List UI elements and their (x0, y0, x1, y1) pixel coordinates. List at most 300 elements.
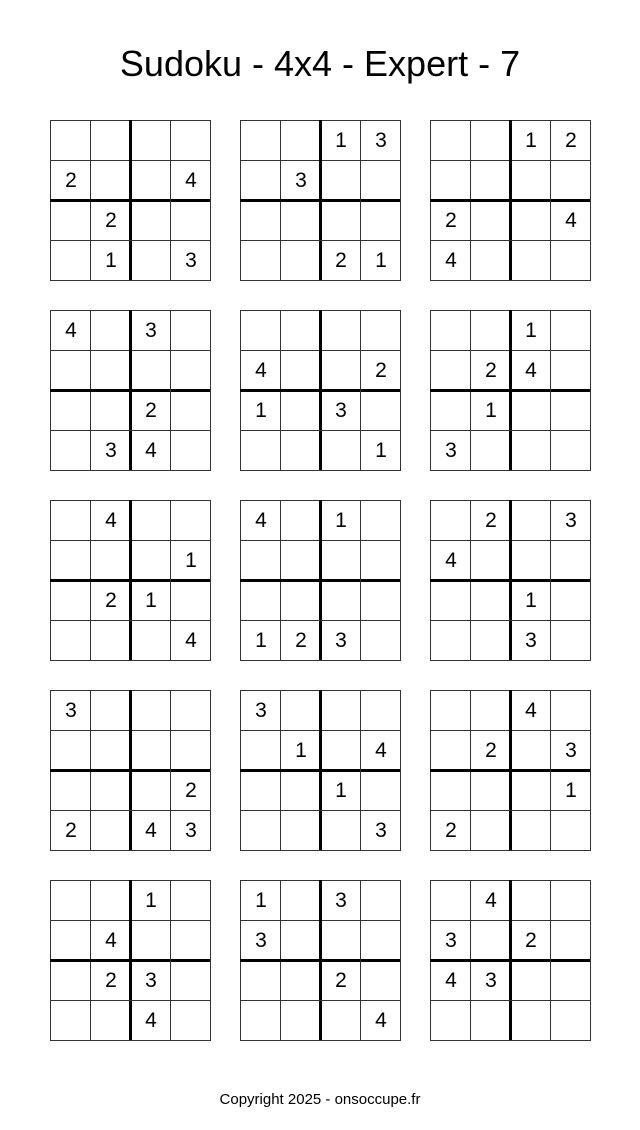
sudoku-cell[interactable] (241, 581, 281, 621)
sudoku-board-5 (240, 310, 401, 471)
sudoku-cell[interactable] (91, 1001, 131, 1041)
box-divider-horizontal (50, 769, 211, 772)
grid-line-vertical (400, 880, 401, 1041)
sudoku-cell[interactable]: 4 (185, 629, 197, 652)
sudoku-cell[interactable]: 3 (565, 739, 577, 762)
sudoku-cell[interactable] (281, 541, 321, 581)
sudoku-cell[interactable]: 3 (335, 889, 347, 912)
sudoku-cell[interactable] (241, 161, 281, 201)
sudoku-cell[interactable]: 1 (295, 739, 307, 762)
sudoku-cell[interactable] (551, 811, 591, 851)
puzzle-grid-area (50, 120, 591, 1041)
sudoku-cell[interactable] (471, 771, 511, 811)
sudoku-cell[interactable]: 3 (485, 969, 497, 992)
sudoku-cell[interactable] (51, 771, 91, 811)
sudoku-cell[interactable] (281, 1001, 321, 1041)
sudoku-cell[interactable] (471, 311, 511, 351)
sudoku-cell[interactable]: 3 (445, 439, 457, 462)
sudoku-cell[interactable] (131, 691, 171, 731)
sudoku-cell[interactable]: 4 (565, 209, 577, 232)
sudoku-cell[interactable] (431, 311, 471, 351)
sudoku-cell[interactable] (321, 691, 361, 731)
sudoku-cell[interactable]: 4 (105, 929, 117, 952)
sudoku-cell[interactable]: 4 (105, 509, 117, 532)
sudoku-cell[interactable]: 2 (565, 129, 577, 152)
sudoku-board-1 (50, 120, 211, 281)
sudoku-cell[interactable] (471, 581, 511, 621)
sudoku-cell[interactable] (171, 121, 211, 161)
grid-line-horizontal (430, 660, 591, 661)
sudoku-cell[interactable]: 4 (445, 549, 457, 572)
sudoku-cell[interactable] (431, 501, 471, 541)
copyright-footer: Copyright 2025 - onsoccupe.fr (219, 1091, 421, 1108)
sudoku-cell[interactable]: 2 (445, 209, 457, 232)
grid-line-vertical (590, 310, 591, 471)
grid-line-vertical (360, 120, 361, 281)
sudoku-cell[interactable] (361, 581, 401, 621)
sudoku-cell[interactable] (551, 311, 591, 351)
grid-line-vertical (360, 310, 361, 471)
sudoku-cell[interactable]: 3 (145, 969, 157, 992)
sudoku-cell[interactable] (431, 581, 471, 621)
sudoku-cell[interactable] (281, 921, 321, 961)
sudoku-cell[interactable] (511, 771, 551, 811)
sudoku-cell[interactable]: 2 (485, 359, 497, 382)
sudoku-cell[interactable] (171, 1001, 211, 1041)
sudoku-cell[interactable] (431, 351, 471, 391)
sudoku-cell[interactable] (281, 961, 321, 1001)
sudoku-cell[interactable] (91, 391, 131, 431)
sudoku-cell[interactable] (51, 241, 91, 281)
grid-line-horizontal (50, 470, 211, 471)
grid-line-horizontal (240, 660, 401, 661)
sudoku-cell[interactable] (171, 311, 211, 351)
sudoku-cell[interactable]: 2 (185, 779, 197, 802)
sudoku-cell[interactable] (361, 391, 401, 431)
sudoku-cell[interactable]: 4 (445, 969, 457, 992)
sudoku-cell[interactable] (91, 771, 131, 811)
sudoku-cell[interactable]: 1 (525, 129, 537, 152)
sudoku-cell[interactable] (131, 771, 171, 811)
grid-line-vertical (550, 880, 551, 1041)
sudoku-cell[interactable]: 2 (105, 209, 117, 232)
sudoku-cell[interactable] (471, 1001, 511, 1041)
sudoku-cell[interactable] (471, 241, 511, 281)
sudoku-cell[interactable] (241, 1001, 281, 1041)
sudoku-cell[interactable] (171, 501, 211, 541)
box-divider-horizontal (240, 199, 401, 202)
sudoku-cell[interactable] (431, 161, 471, 201)
sudoku-cell[interactable] (361, 501, 401, 541)
sudoku-cell[interactable] (131, 121, 171, 161)
sudoku-cell[interactable]: 1 (375, 439, 387, 462)
sudoku-cell[interactable] (51, 921, 91, 961)
sudoku-cell[interactable] (321, 201, 361, 241)
sudoku-cell[interactable] (51, 501, 91, 541)
sudoku-cell[interactable] (321, 1001, 361, 1041)
sudoku-cell[interactable] (131, 501, 171, 541)
sudoku-cell[interactable] (551, 241, 591, 281)
sudoku-cell[interactable]: 2 (335, 249, 347, 272)
sudoku-cell[interactable] (361, 881, 401, 921)
box-divider-horizontal (430, 579, 591, 582)
sudoku-cell[interactable] (361, 961, 401, 1001)
sudoku-cell[interactable] (91, 541, 131, 581)
sudoku-cell[interactable] (171, 921, 211, 961)
sudoku-cell[interactable] (281, 581, 321, 621)
grid-line-vertical (170, 880, 171, 1041)
sudoku-board-11 (240, 690, 401, 851)
sudoku-cell[interactable] (51, 581, 91, 621)
sudoku-cell[interactable] (171, 391, 211, 431)
sudoku-cell[interactable] (431, 691, 471, 731)
sudoku-cell[interactable]: 3 (375, 819, 387, 842)
sudoku-cell[interactable]: 1 (145, 589, 157, 612)
sudoku-cell[interactable] (361, 161, 401, 201)
sudoku-cell[interactable] (511, 731, 551, 771)
sudoku-cell[interactable]: 4 (255, 509, 267, 532)
sudoku-cell[interactable] (471, 621, 511, 661)
sudoku-cell[interactable] (511, 201, 551, 241)
sudoku-cell[interactable] (171, 731, 211, 771)
sudoku-cell[interactable]: 4 (65, 319, 77, 342)
sudoku-cell[interactable] (471, 431, 511, 471)
grid-line-horizontal (240, 430, 401, 431)
grid-line-vertical (400, 310, 401, 471)
grid-line-horizontal (240, 850, 401, 851)
sudoku-cell[interactable] (431, 1001, 471, 1041)
sudoku-cell[interactable] (281, 501, 321, 541)
sudoku-cell[interactable] (431, 121, 471, 161)
sudoku-cell[interactable] (321, 811, 361, 851)
sudoku-cell[interactable] (361, 541, 401, 581)
sudoku-cell[interactable] (551, 581, 591, 621)
sudoku-cell[interactable]: 2 (485, 739, 497, 762)
sudoku-cell[interactable] (511, 881, 551, 921)
grid-line-horizontal (50, 240, 211, 241)
sudoku-cell[interactable] (51, 391, 91, 431)
sudoku-cell[interactable] (431, 771, 471, 811)
sudoku-cell[interactable]: 3 (185, 819, 197, 842)
sudoku-cell[interactable] (321, 161, 361, 201)
sudoku-cell[interactable] (241, 431, 281, 471)
sudoku-cell[interactable]: 4 (145, 819, 157, 842)
sudoku-cell[interactable] (511, 431, 551, 471)
sudoku-board-9 (430, 500, 591, 661)
sudoku-cell[interactable] (51, 201, 91, 241)
sudoku-cell[interactable] (91, 351, 131, 391)
sudoku-cell[interactable] (361, 771, 401, 811)
sudoku-cell[interactable] (91, 311, 131, 351)
grid-line-horizontal (240, 470, 401, 471)
sudoku-cell[interactable]: 1 (255, 629, 267, 652)
sudoku-cell[interactable] (131, 621, 171, 661)
box-divider-horizontal (430, 959, 591, 962)
sudoku-cell[interactable]: 4 (525, 699, 537, 722)
sudoku-cell[interactable] (551, 881, 591, 921)
grid-line-horizontal (240, 280, 401, 281)
grid-line-horizontal (50, 1040, 211, 1041)
grid-line-horizontal (240, 240, 401, 241)
sudoku-cell[interactable]: 4 (375, 1009, 387, 1032)
sudoku-cell[interactable] (511, 391, 551, 431)
sudoku-cell[interactable] (281, 351, 321, 391)
grid-line-vertical (550, 310, 551, 471)
grid-line-horizontal (240, 620, 401, 621)
sudoku-cell[interactable]: 4 (255, 359, 267, 382)
sudoku-cell[interactable]: 2 (295, 629, 307, 652)
sudoku-cell[interactable] (551, 691, 591, 731)
grid-line-vertical (590, 120, 591, 281)
sudoku-cell[interactable] (321, 351, 361, 391)
sudoku-cell[interactable] (281, 241, 321, 281)
sudoku-cell[interactable]: 2 (105, 589, 117, 612)
sudoku-cell[interactable] (551, 961, 591, 1001)
sudoku-cell[interactable] (241, 731, 281, 771)
sudoku-cell[interactable] (361, 921, 401, 961)
sudoku-cell[interactable]: 4 (445, 249, 457, 272)
sudoku-cell[interactable]: 1 (565, 779, 577, 802)
sudoku-cell[interactable] (511, 161, 551, 201)
sudoku-cell[interactable] (171, 201, 211, 241)
grid-line-vertical (210, 500, 211, 661)
sudoku-cell[interactable]: 4 (525, 359, 537, 382)
sudoku-cell[interactable] (241, 541, 281, 581)
sudoku-cell[interactable] (171, 961, 211, 1001)
sudoku-cell[interactable] (281, 201, 321, 241)
grid-line-vertical (360, 690, 361, 851)
sudoku-cell[interactable] (241, 961, 281, 1001)
sudoku-cell[interactable] (241, 811, 281, 851)
sudoku-cell[interactable] (471, 161, 511, 201)
box-divider-horizontal (240, 579, 401, 582)
sudoku-cell[interactable] (281, 391, 321, 431)
sudoku-cell[interactable] (551, 161, 591, 201)
sudoku-cell[interactable] (51, 431, 91, 471)
sudoku-cell[interactable]: 1 (105, 249, 117, 272)
sudoku-cell[interactable]: 3 (565, 509, 577, 532)
grid-line-vertical (550, 500, 551, 661)
sudoku-cell[interactable] (471, 691, 511, 731)
sudoku-cell[interactable] (471, 921, 511, 961)
grid-line-horizontal (430, 430, 591, 431)
sudoku-cell[interactable]: 3 (335, 629, 347, 652)
sudoku-cell[interactable] (241, 241, 281, 281)
sudoku-cell[interactable]: 2 (105, 969, 117, 992)
grid-line-vertical (210, 310, 211, 471)
sudoku-cell[interactable] (281, 691, 321, 731)
sudoku-cell[interactable] (171, 581, 211, 621)
sudoku-cell[interactable] (551, 391, 591, 431)
grid-line-horizontal (430, 810, 591, 811)
sudoku-cell[interactable] (131, 351, 171, 391)
sudoku-cell[interactable] (511, 241, 551, 281)
sudoku-cell[interactable] (321, 541, 361, 581)
sudoku-cell[interactable]: 3 (335, 399, 347, 422)
box-divider-horizontal (240, 959, 401, 962)
sudoku-cell[interactable] (321, 921, 361, 961)
sudoku-cell[interactable]: 3 (145, 319, 157, 342)
grid-line-vertical (360, 500, 361, 661)
sudoku-cell[interactable]: 3 (255, 699, 267, 722)
sudoku-cell[interactable] (431, 391, 471, 431)
sudoku-board-8 (240, 500, 401, 661)
box-divider-horizontal (50, 389, 211, 392)
sudoku-cell[interactable] (281, 431, 321, 471)
grid-line-horizontal (430, 470, 591, 471)
sudoku-cell[interactable] (131, 541, 171, 581)
grid-line-horizontal (430, 240, 591, 241)
sudoku-cell[interactable]: 1 (525, 589, 537, 612)
sudoku-cell[interactable] (511, 961, 551, 1001)
sudoku-cell[interactable] (281, 881, 321, 921)
sudoku-cell[interactable] (241, 201, 281, 241)
sudoku-cell[interactable]: 1 (335, 509, 347, 532)
sudoku-cell[interactable]: 2 (375, 359, 387, 382)
sudoku-cell[interactable] (241, 311, 281, 351)
grid-line-horizontal (430, 620, 591, 621)
sudoku-cell[interactable] (91, 691, 131, 731)
sudoku-cell[interactable] (51, 961, 91, 1001)
sudoku-board-7 (50, 500, 211, 661)
sudoku-cell[interactable] (471, 201, 511, 241)
sudoku-cell[interactable]: 2 (65, 819, 77, 842)
sudoku-cell[interactable]: 3 (445, 929, 457, 952)
sudoku-cell[interactable]: 2 (335, 969, 347, 992)
grid-line-vertical (170, 120, 171, 281)
sudoku-cell[interactable] (241, 121, 281, 161)
sudoku-cell[interactable] (551, 351, 591, 391)
sudoku-cell[interactable] (131, 161, 171, 201)
sudoku-cell[interactable]: 2 (525, 929, 537, 952)
sudoku-cell[interactable] (321, 311, 361, 351)
sudoku-cell[interactable] (511, 811, 551, 851)
sudoku-cell[interactable] (361, 311, 401, 351)
sudoku-cell[interactable]: 1 (335, 779, 347, 802)
sudoku-cell[interactable]: 3 (525, 629, 537, 652)
sudoku-cell[interactable] (551, 921, 591, 961)
grid-line-horizontal (240, 1000, 401, 1001)
sudoku-cell[interactable] (171, 351, 211, 391)
sudoku-cell[interactable] (361, 201, 401, 241)
sudoku-cell[interactable] (131, 731, 171, 771)
sudoku-cell[interactable] (281, 121, 321, 161)
grid-line-horizontal (430, 850, 591, 851)
sudoku-cell[interactable]: 3 (105, 439, 117, 462)
grid-line-vertical (590, 880, 591, 1041)
sudoku-cell[interactable]: 1 (485, 399, 497, 422)
sudoku-cell[interactable] (321, 581, 361, 621)
box-divider-horizontal (240, 769, 401, 772)
sudoku-cell[interactable]: 2 (145, 399, 157, 422)
sudoku-cell[interactable] (511, 541, 551, 581)
sudoku-cell[interactable]: 2 (485, 509, 497, 532)
sudoku-cell[interactable] (281, 311, 321, 351)
sudoku-cell[interactable] (51, 121, 91, 161)
sudoku-cell[interactable] (361, 621, 401, 661)
grid-line-horizontal (430, 1000, 591, 1001)
sudoku-cell[interactable] (91, 161, 131, 201)
sudoku-cell[interactable]: 1 (375, 249, 387, 272)
sudoku-cell[interactable] (171, 431, 211, 471)
sudoku-cell[interactable] (51, 351, 91, 391)
sudoku-cell[interactable] (431, 621, 471, 661)
grid-line-horizontal (50, 1000, 211, 1001)
sudoku-cell[interactable] (471, 541, 511, 581)
sudoku-cell[interactable] (551, 621, 591, 661)
sudoku-cell[interactable]: 1 (525, 319, 537, 342)
sudoku-cell[interactable]: 4 (375, 739, 387, 762)
sudoku-cell[interactable] (91, 121, 131, 161)
sudoku-cell[interactable] (51, 731, 91, 771)
sudoku-cell[interactable]: 4 (485, 889, 497, 912)
sudoku-cell[interactable] (321, 731, 361, 771)
sudoku-cell[interactable]: 1 (185, 549, 197, 572)
sudoku-cell[interactable] (51, 621, 91, 661)
sudoku-cell[interactable]: 3 (65, 699, 77, 722)
sudoku-cell[interactable]: 3 (185, 249, 197, 272)
box-divider-horizontal (240, 389, 401, 392)
sudoku-cell[interactable] (51, 541, 91, 581)
sudoku-cell[interactable]: 3 (295, 169, 307, 192)
sudoku-cell[interactable] (551, 1001, 591, 1041)
box-divider-horizontal (50, 199, 211, 202)
sudoku-cell[interactable] (281, 811, 321, 851)
sudoku-cell[interactable] (51, 881, 91, 921)
sudoku-cell[interactable] (511, 1001, 551, 1041)
sudoku-cell[interactable] (511, 501, 551, 541)
sudoku-cell[interactable] (91, 881, 131, 921)
sudoku-cell[interactable]: 1 (145, 889, 157, 912)
page-title: Sudoku - 4x4 - Expert - 7 (119, 43, 521, 84)
sudoku-cell[interactable]: 4 (185, 169, 197, 192)
grid-line-vertical (210, 120, 211, 281)
sudoku-cell[interactable] (131, 241, 171, 281)
sudoku-cell[interactable]: 4 (145, 439, 157, 462)
sudoku-cell[interactable]: 1 (255, 889, 267, 912)
sudoku-cell[interactable] (51, 1001, 91, 1041)
sudoku-cell[interactable] (91, 811, 131, 851)
sudoku-cell[interactable]: 1 (335, 129, 347, 152)
sudoku-cell[interactable] (321, 431, 361, 471)
sudoku-cell[interactable]: 2 (445, 819, 457, 842)
sudoku-cell[interactable] (91, 731, 131, 771)
grid-line-horizontal (50, 280, 211, 281)
sudoku-cell[interactable]: 2 (65, 169, 77, 192)
sudoku-cell[interactable] (471, 811, 511, 851)
sudoku-cell[interactable] (171, 691, 211, 731)
grid-line-horizontal (50, 850, 211, 851)
sudoku-cell[interactable] (241, 771, 281, 811)
sudoku-cell[interactable] (361, 691, 401, 731)
sudoku-cell[interactable] (551, 541, 591, 581)
sudoku-cell[interactable] (171, 881, 211, 921)
sudoku-cell[interactable]: 3 (375, 129, 387, 152)
sudoku-cell[interactable] (91, 621, 131, 661)
sudoku-cell[interactable] (131, 201, 171, 241)
sudoku-cell[interactable] (281, 771, 321, 811)
sudoku-cell[interactable]: 4 (145, 1009, 157, 1032)
sudoku-cell[interactable] (471, 121, 511, 161)
sudoku-cell[interactable] (551, 431, 591, 471)
sudoku-board-10 (50, 690, 211, 851)
sudoku-cell[interactable] (431, 881, 471, 921)
sudoku-cell[interactable] (431, 731, 471, 771)
sudoku-cell[interactable]: 1 (255, 399, 267, 422)
sudoku-cell[interactable] (131, 921, 171, 961)
grid-line-horizontal (430, 280, 591, 281)
sudoku-cell[interactable]: 3 (255, 929, 267, 952)
